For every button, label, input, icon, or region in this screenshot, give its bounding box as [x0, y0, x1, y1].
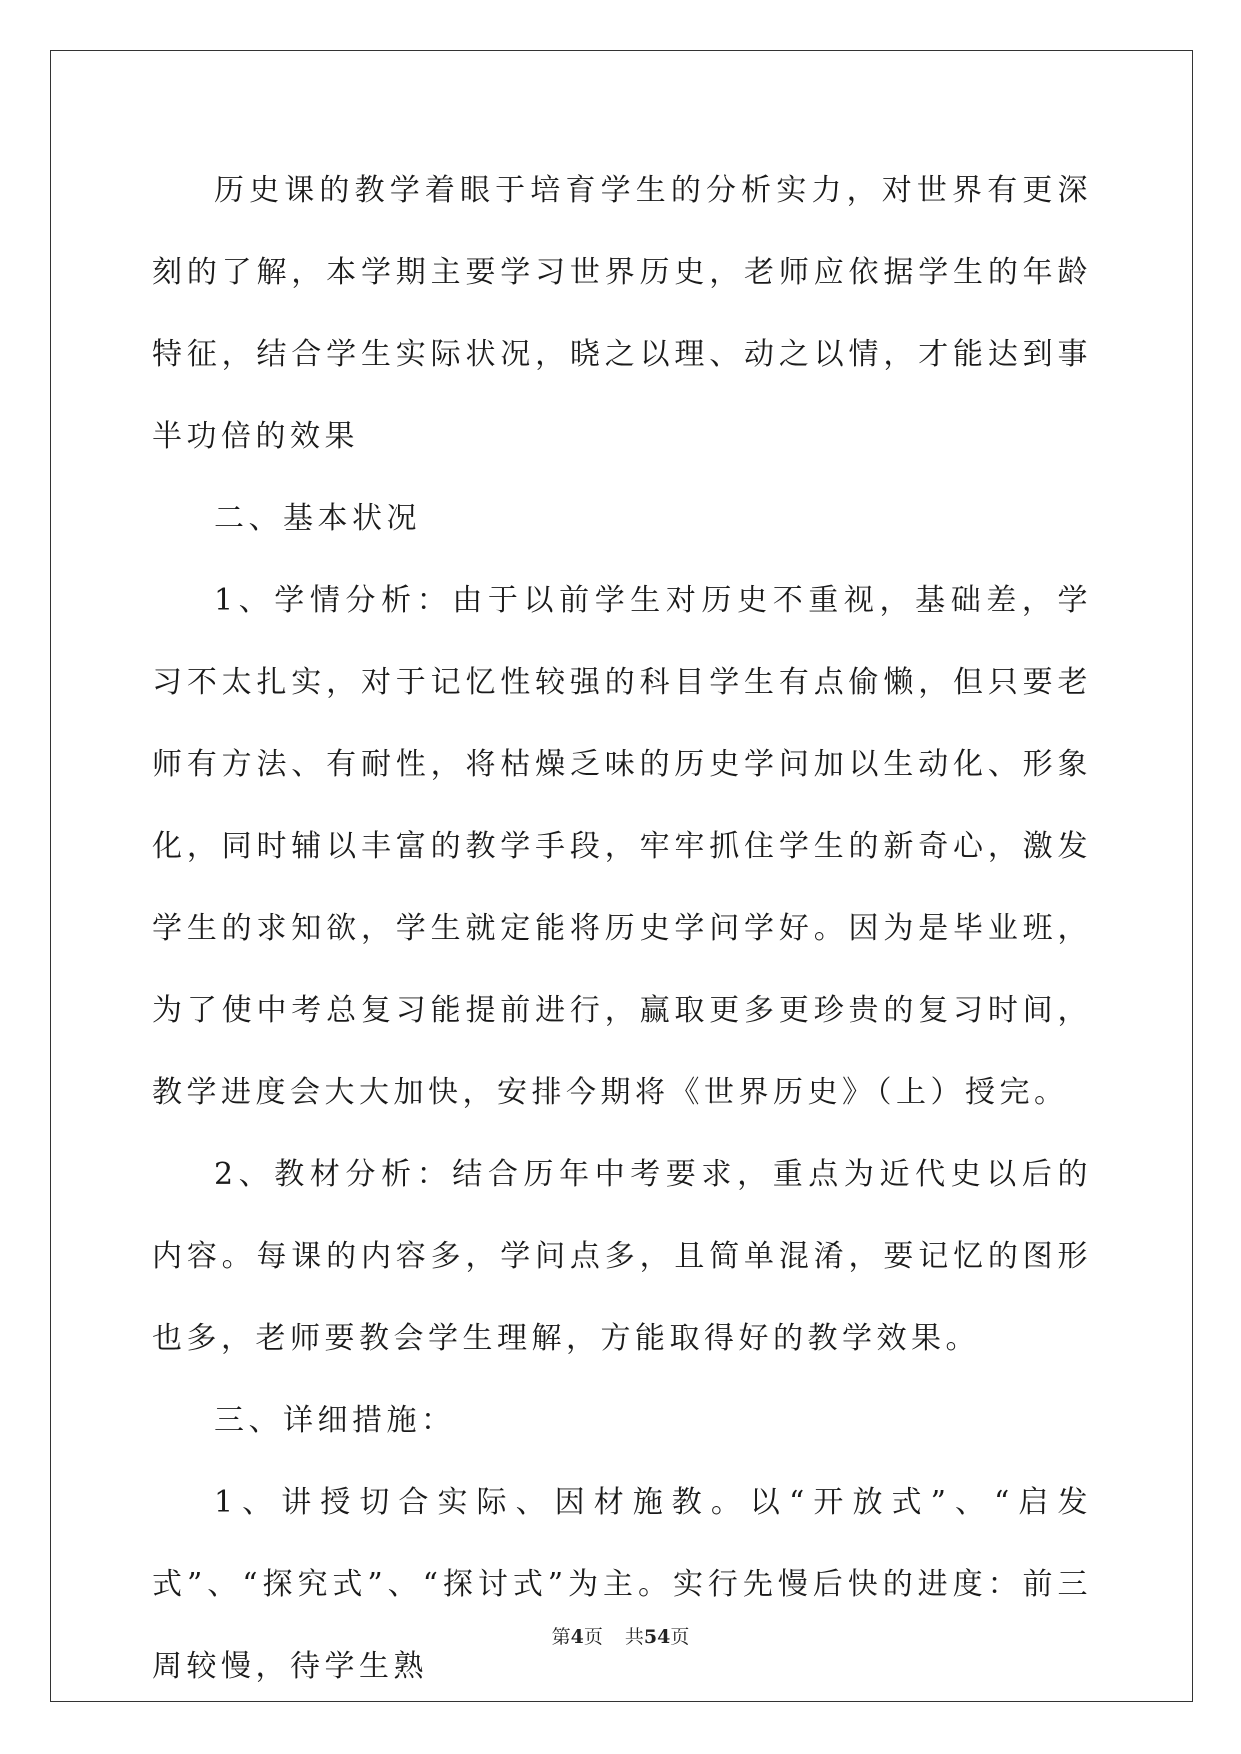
total-pages: 54: [643, 1626, 671, 1648]
paragraph-textbook-analysis: 2、教材分析：结合历年中考要求，重点为近代史以后的内容。每课的内容多，学问点多，且简单混淆，要记忆的图形也多，老师要教会学生理解，方能取得好的教学效果。: [152, 1157, 1092, 1356]
heading-detailed-measures: 三、详细措施：: [214, 1403, 456, 1438]
paragraph-student-analysis: 1、学情分析：由于以前学生对历史不重视，基础差，学习不太扎实，对于记忆性较强的科目学生有点偷懒，但只要老师有方法、有耐性，将枯燥乏味的历史学问加以生动化、形象化，同时辅以丰富的教学手段，牢牢抓住学生的新奇心，激发学生的求知欲，学生就定能将历史学问学好。因为是毕业班，为了使中考总复习能提前进行，赢取更多更珍贵的复习时间，教学进度会大大加快，安排今期将《世界历史》（上）授完。: [152, 583, 1092, 1110]
page-number: 4: [570, 1626, 584, 1648]
page-footer: [0, 1622, 1241, 1649]
paragraph-intro: 历史课的教学着眼于培育学生的分析实力，对世界有更深刻的了解，本学期主要学习世界历史，老师应依据学生的年龄特征，结合学生实际状况，晓之以理、动之以情，才能达到事半功倍的效果: [152, 173, 1092, 454]
total-suffix: 页: [670, 1626, 690, 1648]
page-suffix: 页: [583, 1626, 603, 1648]
total-prefix: 共: [624, 1626, 644, 1648]
heading-basic-situation: 二、基本状况: [214, 501, 421, 536]
page-prefix: 第: [551, 1626, 571, 1648]
paragraph-measure-1: 1、讲授切合实际、因材施教。以“开放式”、“启发式”、“探究式”、“探讨式”为主。实行先慢后快的进度：前三周较慢，待学生熟: [152, 1485, 1092, 1684]
document-body: [152, 150, 1092, 1708]
